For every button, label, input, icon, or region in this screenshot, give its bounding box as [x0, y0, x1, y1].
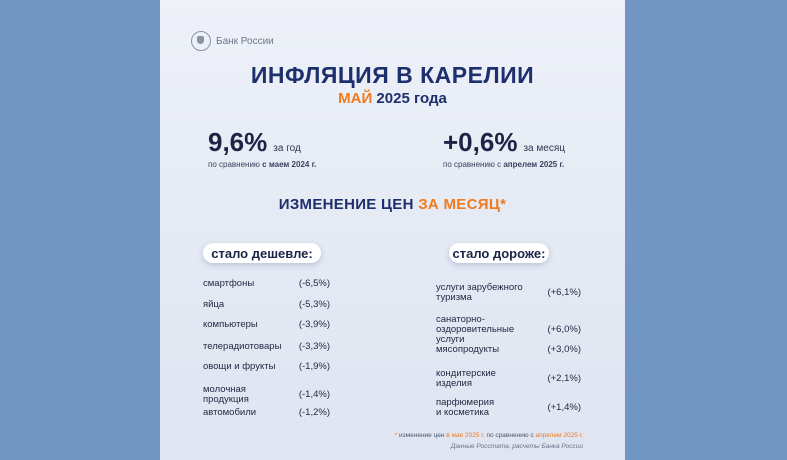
subtitle-month: МАЙ	[338, 90, 373, 107]
data-source: Данные Росстата, расчеты Банка России	[450, 443, 583, 450]
pricier-item-value: (+6,1%)	[547, 287, 581, 298]
pricier-item	[436, 398, 581, 418]
cheaper-item-label: молочная продукция	[203, 384, 249, 405]
yearly-inflation	[208, 127, 316, 169]
cheaper-item-label: телерадиотовары	[203, 341, 282, 352]
cheaper-item-label: компьютеры	[203, 319, 258, 330]
pricier-heading: стало дороже:	[449, 243, 549, 263]
cheaper-item-label: автомобили	[203, 407, 257, 418]
page-title: ИНФЛЯЦИЯ В КАРЕЛИИ	[250, 62, 535, 88]
pricier-item-value: (+6,0%)	[547, 324, 581, 335]
yearly-note: по сравнению с маем 2024 г.	[208, 160, 317, 169]
pricier-item	[436, 315, 581, 345]
cheaper-item	[203, 300, 330, 310]
pricier-item-label: мясопродукты	[436, 344, 500, 355]
subtitle-year: 2025 года	[372, 90, 447, 107]
pricier-item-value: (+2,1%)	[547, 373, 581, 384]
pricier-item-label: санаторно- оздоровительные услуги	[436, 314, 515, 345]
cheaper-item	[203, 279, 330, 289]
cheaper-item-value: (-6,5%)	[298, 278, 330, 289]
pricier-item-value: (+1,4%)	[547, 402, 581, 413]
section-title: ИЗМЕНЕНИЕ ЦЕН ЗА МЕСЯЦ*	[278, 196, 507, 213]
cheaper-item	[203, 320, 330, 330]
cheaper-item-value: (-3,3%)	[298, 341, 330, 352]
yearly-unit: за год	[273, 143, 301, 154]
yearly-value: 9,6%	[208, 127, 268, 157]
cheaper-item	[203, 408, 330, 418]
monthly-note: по сравнению с апрелем 2025 г.	[443, 160, 565, 169]
pricier-item-label: услуги зарубежного туризма	[436, 282, 523, 303]
pricier-item-label: кондитерские изделия	[436, 368, 496, 389]
pricier-item	[436, 369, 581, 389]
pricier-item-label: парфюмерия и косметика	[436, 397, 495, 418]
cheaper-heading: стало дешевле:	[203, 243, 321, 263]
cheaper-item-label: яйца	[203, 299, 225, 310]
logo-text: Банк России	[216, 35, 274, 47]
monthly-value: +0,6%	[443, 127, 518, 157]
cheaper-item-value: (-3,9%)	[298, 319, 330, 330]
cheaper-item	[203, 342, 330, 352]
infographic-card	[160, 0, 625, 460]
eagle-emblem-icon	[191, 31, 211, 51]
pricier-item-value: (+3,0%)	[547, 344, 581, 355]
monthly-unit: за месяц	[523, 143, 565, 154]
bank-logo	[191, 31, 274, 51]
cheaper-item-label: смартфоны	[203, 278, 255, 289]
pricier-item	[436, 345, 581, 355]
cheaper-item-label: овощи и фрукты	[203, 361, 276, 372]
cheaper-item-value: (-1,2%)	[298, 407, 330, 418]
monthly-inflation	[443, 127, 565, 169]
cheaper-item	[203, 385, 330, 405]
pricier-item	[436, 283, 581, 303]
cheaper-item-value: (-1,4%)	[298, 389, 330, 400]
page-subtitle	[160, 90, 625, 107]
footnote: * изменение цен в мае 2025 г. по сравнению с апрелем 2025 г.	[394, 432, 583, 439]
cheaper-item-value: (-5,3%)	[298, 299, 330, 310]
cheaper-item-value: (-1,9%)	[298, 361, 330, 372]
cheaper-item	[203, 362, 330, 372]
